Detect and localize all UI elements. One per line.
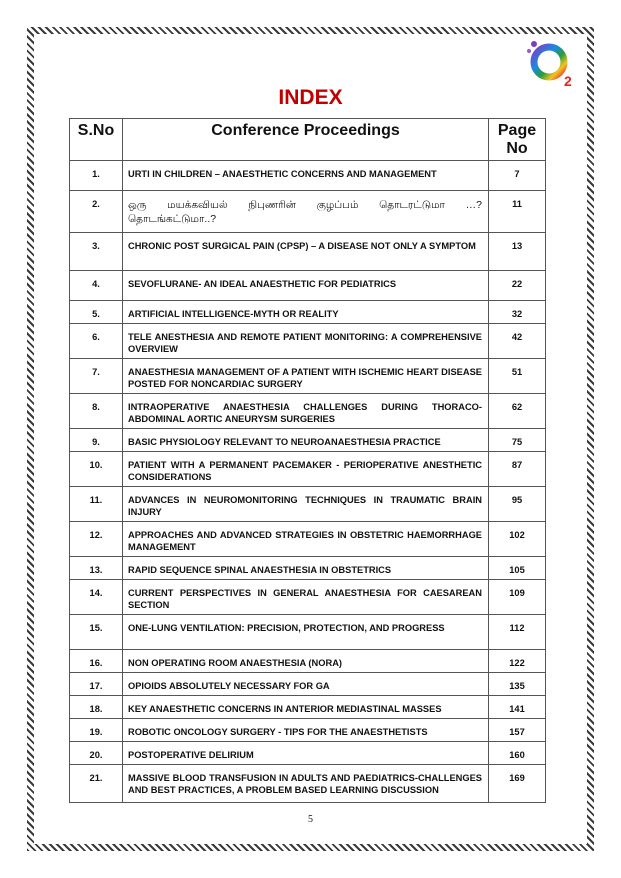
row-topic: PATIENT WITH A PERMANENT PACEMAKER - PERIOPERATIVE ANESTHETIC CONSIDERATIONS bbox=[123, 452, 489, 487]
row-page: 22 bbox=[489, 271, 546, 301]
row-sno: 4. bbox=[70, 271, 123, 301]
row-topic: MASSIVE BLOOD TRANSFUSION IN ADULTS AND PAEDIATRICS-CHALLENGES AND BEST PRACTICES, A PROBLEM BASED LEARNING DISCUSSION bbox=[123, 765, 489, 803]
table-row bbox=[70, 324, 546, 359]
table-row bbox=[70, 452, 546, 487]
row-sno: 8. bbox=[70, 394, 123, 429]
row-page: 157 bbox=[489, 719, 546, 742]
row-page: 112 bbox=[489, 615, 546, 650]
row-topic: APPROACHES AND ADVANCED STRATEGIES IN OBSTETRIC HAEMORRHAGE MANAGEMENT bbox=[123, 522, 489, 557]
row-page: 109 bbox=[489, 580, 546, 615]
row-page: 141 bbox=[489, 696, 546, 719]
row-sno: 14. bbox=[70, 580, 123, 615]
table-row bbox=[70, 301, 546, 324]
row-sno: 7. bbox=[70, 359, 123, 394]
row-topic: RAPID SEQUENCE SPINAL ANAESTHESIA IN OBSTETRICS bbox=[123, 557, 489, 580]
table-row bbox=[70, 233, 546, 271]
row-sno: 9. bbox=[70, 429, 123, 452]
row-page: 95 bbox=[489, 487, 546, 522]
row-topic: CURRENT PERSPECTIVES IN GENERAL ANAESTHESIA FOR CAESAREAN SECTION bbox=[123, 580, 489, 615]
page-number: 5 bbox=[308, 814, 313, 825]
row-sno: 10. bbox=[70, 452, 123, 487]
row-page: 75 bbox=[489, 429, 546, 452]
table-row bbox=[70, 394, 546, 429]
table-row bbox=[70, 429, 546, 452]
table-row bbox=[70, 719, 546, 742]
row-page: 169 bbox=[489, 765, 546, 803]
row-page: 87 bbox=[489, 452, 546, 487]
row-topic: ONE-LUNG VENTILATION: PRECISION, PROTECTION, AND PROGRESS bbox=[123, 615, 489, 650]
row-sno: 12. bbox=[70, 522, 123, 557]
table-row bbox=[70, 522, 546, 557]
row-topic: NON OPERATING ROOM ANAESTHESIA (NORA) bbox=[123, 650, 489, 673]
row-topic: BASIC PHYSIOLOGY RELEVANT TO NEUROANAESTHESIA PRACTICE bbox=[123, 429, 489, 452]
table-row bbox=[70, 673, 546, 696]
row-sno: 15. bbox=[70, 615, 123, 650]
table-row bbox=[70, 615, 546, 650]
table-row bbox=[70, 161, 546, 191]
row-sno: 6. bbox=[70, 324, 123, 359]
row-page: 122 bbox=[489, 650, 546, 673]
row-page: 11 bbox=[489, 191, 546, 233]
row-sno: 2. bbox=[70, 191, 123, 233]
row-page: 32 bbox=[489, 301, 546, 324]
table-row bbox=[70, 765, 546, 803]
row-sno: 20. bbox=[70, 742, 123, 765]
row-sno: 18. bbox=[70, 696, 123, 719]
row-topic: TELE ANESTHESIA AND REMOTE PATIENT MONITORING: A COMPREHENSIVE OVERVIEW bbox=[123, 324, 489, 359]
table-row bbox=[70, 650, 546, 673]
row-sno: 11. bbox=[70, 487, 123, 522]
table-row bbox=[70, 696, 546, 719]
header-conference-proceedings: Conference Proceedings bbox=[123, 119, 489, 161]
row-page: 13 bbox=[489, 233, 546, 271]
row-sno: 21. bbox=[70, 765, 123, 803]
row-topic: ANAESTHESIA MANAGEMENT OF A PATIENT WITH ISCHEMIC HEART DISEASE POSTED FOR NONCARDIAC SURGERY bbox=[123, 359, 489, 394]
row-sno: 13. bbox=[70, 557, 123, 580]
row-topic: POSTOPERATIVE DELIRIUM bbox=[123, 742, 489, 765]
header-sno: S.No bbox=[70, 119, 123, 161]
row-page: 102 bbox=[489, 522, 546, 557]
index-title: INDEX bbox=[278, 86, 343, 109]
row-page: 105 bbox=[489, 557, 546, 580]
row-topic: OPIOIDS ABSOLUTELY NECESSARY FOR GA bbox=[123, 673, 489, 696]
row-sno: 5. bbox=[70, 301, 123, 324]
o2-logo bbox=[524, 38, 580, 90]
index-table bbox=[69, 118, 546, 803]
row-topic: INTRAOPERATIVE ANAESTHESIA CHALLENGES DURING THORACO-ABDOMINAL AORTIC ANEURYSM SURGERIES bbox=[123, 394, 489, 429]
row-page: 7 bbox=[489, 161, 546, 191]
row-topic: ARTIFICIAL INTELLIGENCE-MYTH OR REALITY bbox=[123, 301, 489, 324]
table-header-row bbox=[70, 119, 546, 161]
row-topic: ROBOTIC ONCOLOGY SURGERY - TIPS FOR THE ANAESTHETISTS bbox=[123, 719, 489, 742]
table-row bbox=[70, 580, 546, 615]
row-topic: ADVANCES IN NEUROMONITORING TECHNIQUES IN TRAUMATIC BRAIN INJURY bbox=[123, 487, 489, 522]
row-sno: 16. bbox=[70, 650, 123, 673]
row-topic: CHRONIC POST SURGICAL PAIN (CPSP) – A DISEASE NOT ONLY A SYMPTOM bbox=[123, 233, 489, 271]
row-page: 42 bbox=[489, 324, 546, 359]
row-page: 160 bbox=[489, 742, 546, 765]
table-row bbox=[70, 191, 546, 233]
table-row bbox=[70, 557, 546, 580]
row-topic: URTI IN CHILDREN – ANAESTHETIC CONCERNS AND MANAGEMENT bbox=[123, 161, 489, 191]
svg-text:2: 2 bbox=[564, 73, 572, 89]
table-row bbox=[70, 742, 546, 765]
row-sno: 19. bbox=[70, 719, 123, 742]
header-page-no: Page No bbox=[489, 119, 546, 161]
table-row bbox=[70, 487, 546, 522]
row-page: 62 bbox=[489, 394, 546, 429]
table-row bbox=[70, 359, 546, 394]
row-topic: SEVOFLURANE- AN IDEAL ANAESTHETIC FOR PEDIATRICS bbox=[123, 271, 489, 301]
row-page: 135 bbox=[489, 673, 546, 696]
row-topic: ஒரு மயக்கவியல் நிபுணரின் குழப்பம் தொடரட்டுமா …? தொடங்கட்டுமா..? bbox=[123, 191, 489, 233]
row-sno: 1. bbox=[70, 161, 123, 191]
row-page: 51 bbox=[489, 359, 546, 394]
row-topic: KEY ANAESTHETIC CONCERNS IN ANTERIOR MEDIASTINAL MASSES bbox=[123, 696, 489, 719]
table-row bbox=[70, 271, 546, 301]
row-sno: 3. bbox=[70, 233, 123, 271]
row-sno: 17. bbox=[70, 673, 123, 696]
